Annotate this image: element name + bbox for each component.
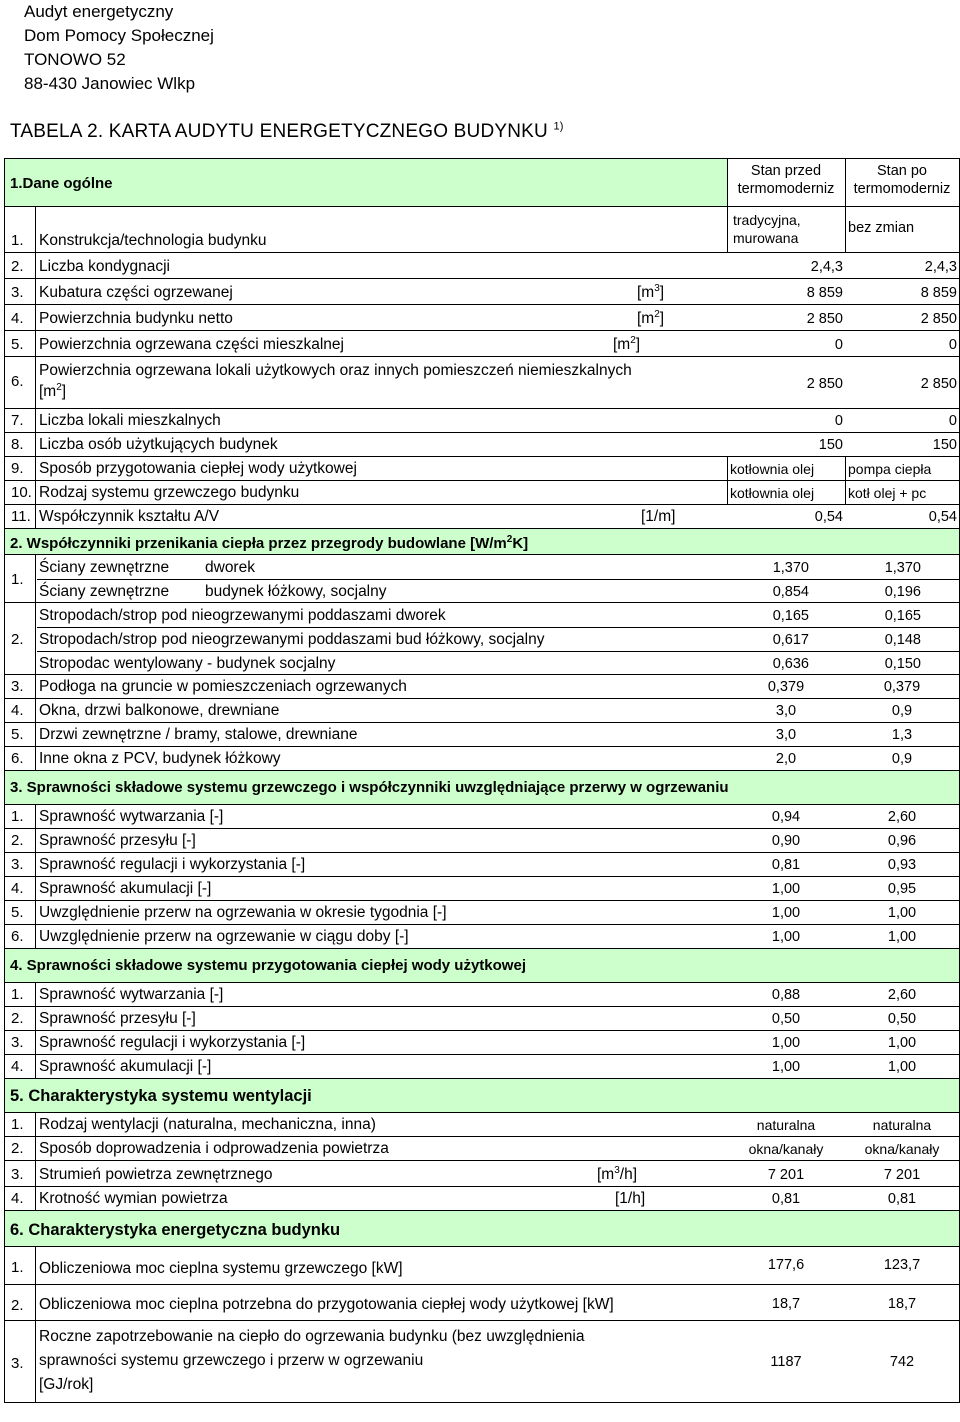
row-label: Powierzchnia ogrzewana części mieszkalnej [39,336,344,353]
row-label: Sprawność wytwarzania [-] [39,986,224,1003]
table-row [5,279,959,305]
value-before: 18,7 [771,1296,801,1312]
value-before: 0,81 [771,857,801,873]
row-number: 1. [11,232,24,249]
section-title: 1.Dane ogólne [10,175,113,192]
table-title [10,118,564,146]
row-number: 9. [11,460,24,477]
row-unit: $[m^3/h]$ [597,1164,638,1183]
table-row [5,1321,959,1403]
value-before: naturalna [756,1117,816,1133]
document-header [24,0,214,96]
row-label: Sposób doprowadzenia i odprowadzenia powietrza [39,1140,389,1157]
value-before: 3,0 [775,727,797,743]
row-label: Sposób przygotowania ciepłej wody użytkowej [39,460,357,477]
value-after: 18,7 [887,1296,917,1312]
row-label: Kubatura części ogrzewanej [39,284,233,301]
value-before: 0,54 [814,509,843,525]
table-row [5,1285,959,1321]
row-unit: [1/h] [615,1190,646,1207]
table-row [5,253,959,279]
row-number: 2. [11,631,24,648]
table-row [5,433,959,457]
table-row [5,901,959,925]
row-number: 1. [11,986,24,1003]
value-after: 1,00 [887,1059,917,1075]
table-row [5,1137,959,1161]
row-label: Uwzględnienie przerw na ogrzewania w okresie tygodnia [-] [39,904,447,921]
section-title: 4. Sprawności składowe systemu przygotowania ciepłej wody użytkowej [10,957,526,974]
value-after: 0,165 [884,608,921,624]
value-before: 0,94 [771,809,801,825]
value-after: 0,148 [884,632,921,648]
row-number: 3. [11,1355,24,1372]
row-unit: $[m^2]$ [637,308,665,327]
value-after: 742 [889,1354,915,1370]
value-before: 0,854 [772,584,809,600]
value-after: bez zmian [848,220,915,236]
value-after: naturalna [872,1117,932,1133]
value-after: 0,50 [887,1011,917,1027]
row-label: Sprawność akumulacji [-] [39,1058,212,1075]
value-after: 1,370 [884,560,921,576]
section-4-header [5,949,959,983]
value-after: 1,3 [891,727,913,743]
row-unit: $[m^2]$ [613,334,641,353]
row-label: Obliczeniowa moc cieplna potrzebna do przygotowania ciepłej wody użytkowej [kW] [39,1296,614,1313]
header-line: Dom Pomocy Społecznej [24,26,214,45]
table-row [5,1055,959,1079]
row-number: 3. [11,856,24,873]
value-before: kotłownia olej [730,485,815,501]
value-before: 3,0 [775,703,797,719]
row-label: Uwzględnienie przerw na ogrzewanie w ciągu doby [-] [39,928,409,945]
table-row [5,853,959,877]
value-before: 0 [834,413,843,429]
row-number: 4. [11,702,24,719]
audit-table [4,158,960,1403]
row-label-detail: budynek łóżkowy, socjalny [205,583,387,600]
row-label: Krotność wymian powietrza [39,1190,228,1207]
row-label: Powierzchnia ogrzewana lokali użytkowych oraz innych pomieszczeń niemieszkalnych $[m^2]$ [39,362,632,400]
row-number: 6. [11,750,24,767]
row-number: 1. [11,808,24,825]
row-number: 4. [11,1190,24,1207]
row-label: Współczynnik kształtu A/V [39,508,220,525]
row-label: Stropodac wentylowany - budynek socjalny [39,655,336,672]
row-label: Podłoga na gruncie w pomieszczeniach ogrzewanych [39,678,407,695]
row-label: Sprawność regulacji i wykorzystania [-] [39,1034,306,1051]
value-before: kotłownia olej [730,461,815,477]
row-number: 6. [11,928,24,945]
row-label: Liczba osób użytkujących budynek [39,436,278,453]
row-label: Sprawność akumulacji [-] [39,880,212,897]
row-label: Rodzaj wentylacji (naturalna, mechaniczna, inna) [39,1116,376,1133]
table-row [5,357,959,409]
row-label: Ściany zewnętrzne [39,559,170,576]
value-after: 0,54 [928,509,957,525]
table-row [5,1161,959,1187]
table-row [5,877,959,901]
value-before: 8 859 [806,285,843,301]
row-number: 4. [11,880,24,897]
row-number: 2. [11,1297,24,1314]
table-row [5,805,959,829]
value-after: 2,60 [887,809,917,825]
row-number: 3. [11,678,24,695]
row-label: Sprawność regulacji i wykorzystania [-] [39,856,306,873]
row-number: 1. [11,1116,24,1133]
value-after: 2 850 [920,376,957,392]
row-label: Sprawność wytwarzania [-] [39,808,224,825]
row-label: Liczba kondygnacji [39,258,170,275]
table-row [5,1113,959,1137]
table-row [5,457,959,481]
row-label: Sprawność przesyłu [-] [39,1010,196,1027]
section-3-header [5,771,959,805]
value-after: 0,93 [887,857,917,873]
row-label: Strumień powietrza zewnętrznego [39,1166,273,1183]
table-row [5,207,959,253]
row-number: 5. [11,904,24,921]
row-label: Inne okna z PCV, budynek łóżkowy [39,750,281,767]
row-label: Liczba lokali mieszkalnych [39,412,221,429]
row-number: 2. [11,258,24,275]
value-before: 0,50 [771,1011,801,1027]
value-before: 0,88 [771,987,801,1003]
row-unit: [1/m] [641,508,676,525]
table-row [5,675,959,699]
value-after: kotł olej + pc [848,485,927,501]
row-unit: $[m^3]$ [637,282,665,301]
table-row [5,723,959,747]
row-label: Rodzaj systemu grzewczego budynku [39,484,300,501]
section-title: 3. Sprawności składowe systemu grzewczego i współczynniki uwzględniające przerwy w ogrzewaniu [10,779,729,796]
table-row-group [5,603,959,675]
value-after: 2,60 [887,987,917,1003]
row-label-detail: dworek [205,559,255,576]
value-before: 177,6 [767,1257,805,1273]
value-before: 1,00 [771,1035,801,1051]
row-number: 1. [11,1259,24,1276]
value-after: 2 850 [920,311,957,327]
table-title-text: TABELA 2. KARTA AUDYTU ENERGETYCZNEGO BUDYNKU [10,121,548,142]
row-label: Obliczeniowa moc cieplna systemu grzewczego [kW] [39,1260,403,1277]
table-row [5,699,959,723]
value-after: 0,379 [883,679,921,695]
value-before: 0,81 [771,1191,801,1207]
row-number: 1. [11,571,24,588]
section-6-header [5,1211,959,1247]
row-number: 2. [11,1140,24,1157]
value-before: 0,379 [767,679,805,695]
header-line: TONOWO 52 [24,50,126,69]
section-title: 2. Współczynniki przenikania ciepła przez przegrody budowlane $[W/m^2K]$ [10,534,529,552]
table-row-group [5,555,959,603]
value-before: 2 850 [806,376,843,392]
row-label: Sprawność przesyłu [-] [39,832,196,849]
table-title-footnote: 1) [553,120,564,133]
row-number: 4. [11,1058,24,1075]
table-row [5,481,959,505]
table-row [5,1031,959,1055]
value-before: 0,165 [772,608,809,624]
section-title: 6. Charakterystyka energetyczna budynku [10,1221,341,1239]
value-after: 0,9 [891,751,913,767]
value-after: 0 [948,413,957,429]
value-after: 123,7 [883,1257,921,1273]
value-before: 1,00 [771,929,801,945]
value-after: 0,196 [884,584,921,600]
value-before: 7 201 [767,1167,805,1183]
table-row [5,747,959,771]
row-label: Stropodach/strop pod nieogrzewanymi poddaszami bud łóżkowy, socjalny [39,631,545,648]
value-after: 1,00 [887,1035,917,1051]
row-number: 4. [11,310,24,327]
value-before: 2,4,3 [810,259,843,275]
value-after: 0,150 [884,656,921,672]
value-before: tradycyjna, murowana [733,212,801,246]
section-1-header [5,159,959,207]
row-number: 3. [11,1034,24,1051]
value-before: 1,00 [771,881,801,897]
value-before: 1,00 [771,1059,801,1075]
row-label: Stropodach/strop pod nieogrzewanymi poddaszami dworek [39,607,446,624]
table-row [5,505,959,529]
table-row [5,925,959,949]
value-before: 0,90 [771,833,801,849]
section-5-header [5,1079,959,1113]
value-before: 2,0 [775,751,797,767]
value-after: okna/kanały [864,1141,940,1157]
value-before: 0,617 [772,632,809,648]
value-after: 0,95 [887,881,917,897]
value-after: 2,4,3 [924,259,957,275]
table-row [5,829,959,853]
table-row [5,1187,959,1211]
value-after: 8 859 [920,285,957,301]
value-before: 2 850 [806,311,843,327]
value-before: 1187 [770,1354,802,1370]
value-after: 7 201 [883,1167,921,1183]
value-after: 1,00 [887,905,917,921]
table-row [5,409,959,433]
row-number: 7. [11,412,24,429]
row-label: Ściany zewnętrzne [39,583,170,600]
row-label: Okna, drzwi balkonowe, drewniane [39,702,280,719]
row-number: 3. [11,284,24,301]
value-before: 0 [834,337,843,353]
section-title: 5. Charakterystyka systemu wentylacji [10,1087,312,1105]
value-after: 0 [948,337,957,353]
row-label: Powierzchnia budynku netto [39,310,233,327]
value-after: 0,81 [887,1191,917,1207]
row-number: 8. [11,436,24,453]
column-header-before: Stan przed termomoderniz [727,159,845,206]
table-row [5,1247,959,1285]
value-before: 150 [818,437,843,453]
column-header-after: Stan po termomoderniz [845,159,959,206]
header-line: 88-430 Janowiec Wlkp [24,74,196,93]
row-label: Roczne zapotrzebowanie na ciepło do ogrzewania budynku (bez uwzględnienia sprawności systemu grzewczego i przerw w ogrzewaniu [GJ/rok] [39,1328,585,1393]
row-number: 5. [11,336,24,353]
row-number: 10. [11,484,32,501]
value-after: pompa ciepła [848,461,932,477]
table-row [5,983,959,1007]
row-number: 2. [11,832,24,849]
row-label: Drzwi zewnętrzne / bramy, stalowe, drewniane [39,726,358,743]
value-after: 150 [932,437,957,453]
table-row [5,1007,959,1031]
row-number: 2. [11,1010,24,1027]
value-after: 1,00 [887,929,917,945]
value-before: 1,370 [772,560,809,576]
row-number: 11. [11,508,31,525]
row-label: Konstrukcja/technologia budynku [39,232,267,249]
row-number: 5. [11,726,24,743]
value-after: 0,9 [891,703,913,719]
value-after: 0,96 [887,833,917,849]
value-before: okna/kanały [748,1141,824,1157]
row-number: 3. [11,1166,24,1183]
table-row [5,305,959,331]
section-2-header [5,529,959,555]
header-line: Audyt energetyczny [24,2,174,21]
value-before: 0,636 [772,656,809,672]
value-before: 1,00 [771,905,801,921]
table-row [5,331,959,357]
row-number: 6. [11,373,24,390]
